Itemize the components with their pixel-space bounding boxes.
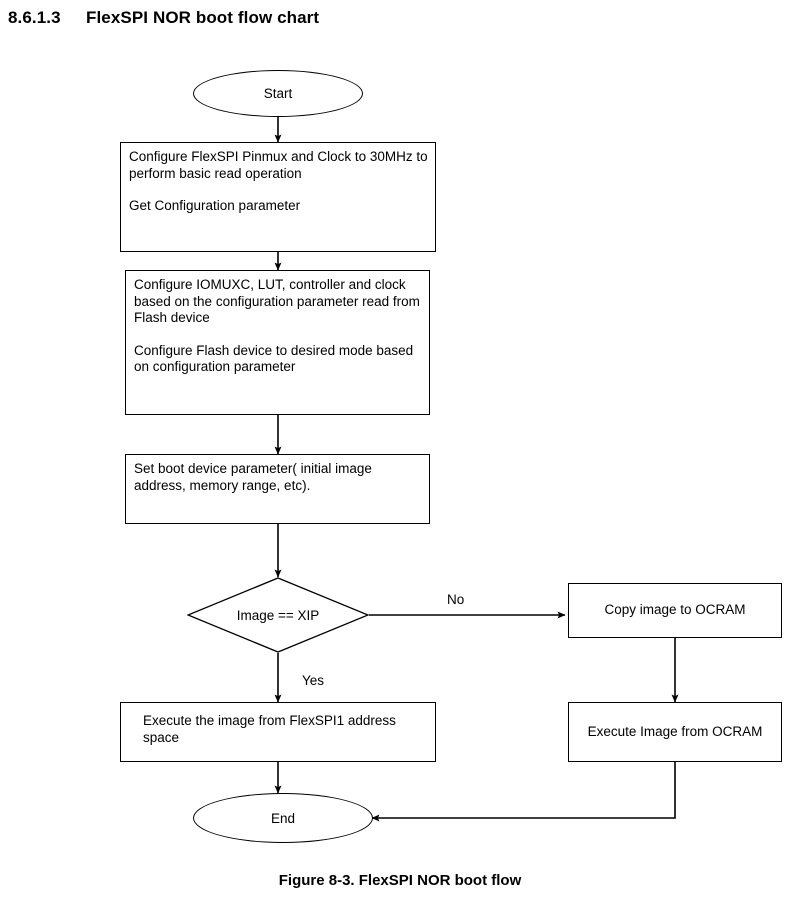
node-decision-image-xip-label: Image == XIP: [236, 607, 320, 623]
node-execute-ocram: [568, 702, 782, 762]
node-set-boot-device: [125, 454, 430, 524]
node-copy-image-ocram-label: Copy image to OCRAM: [604, 602, 746, 618]
node-set-boot-device-label: Set boot device parameter( initial image address, memory range, etc).: [134, 461, 372, 493]
page-title-text: FlexSPI NOR boot flow chart: [86, 8, 320, 27]
node-start: [193, 70, 363, 117]
node-execute-flexspi-label: Execute the image from FlexSPI1 address space: [143, 713, 396, 745]
node-configure-pinmux-line1: Configure FlexSPI Pinmux and Clock to 30MHz to perform basic read operation: [129, 149, 428, 181]
node-decision-image-xip: [187, 577, 369, 653]
page-title-number: 8.6.1.3: [8, 8, 61, 27]
node-configure-iomuxc-line1: Configure IOMUXC, LUT, controller and clock based on the configuration parameter read from Flash device: [134, 277, 420, 325]
edge-label-yes: Yes: [302, 673, 325, 688]
node-configure-iomuxc: [125, 270, 430, 415]
node-end-label: End: [270, 810, 296, 826]
node-configure-pinmux: [120, 142, 436, 252]
node-end: [193, 793, 373, 843]
node-configure-pinmux-line2: Get Configuration parameter: [129, 198, 301, 213]
node-execute-ocram-label: Execute Image from OCRAM: [587, 723, 763, 739]
edge-label-no: No: [447, 592, 465, 607]
figure-caption: Figure 8-3. FlexSPI NOR boot flow: [278, 872, 522, 889]
node-start-label: Start: [263, 86, 293, 101]
node-copy-image-ocram: [568, 583, 782, 638]
page-title: [8, 8, 319, 28]
node-configure-iomuxc-line2: Configure Flash device to desired mode based on configuration parameter: [134, 342, 414, 374]
node-execute-flexspi: [120, 702, 436, 762]
